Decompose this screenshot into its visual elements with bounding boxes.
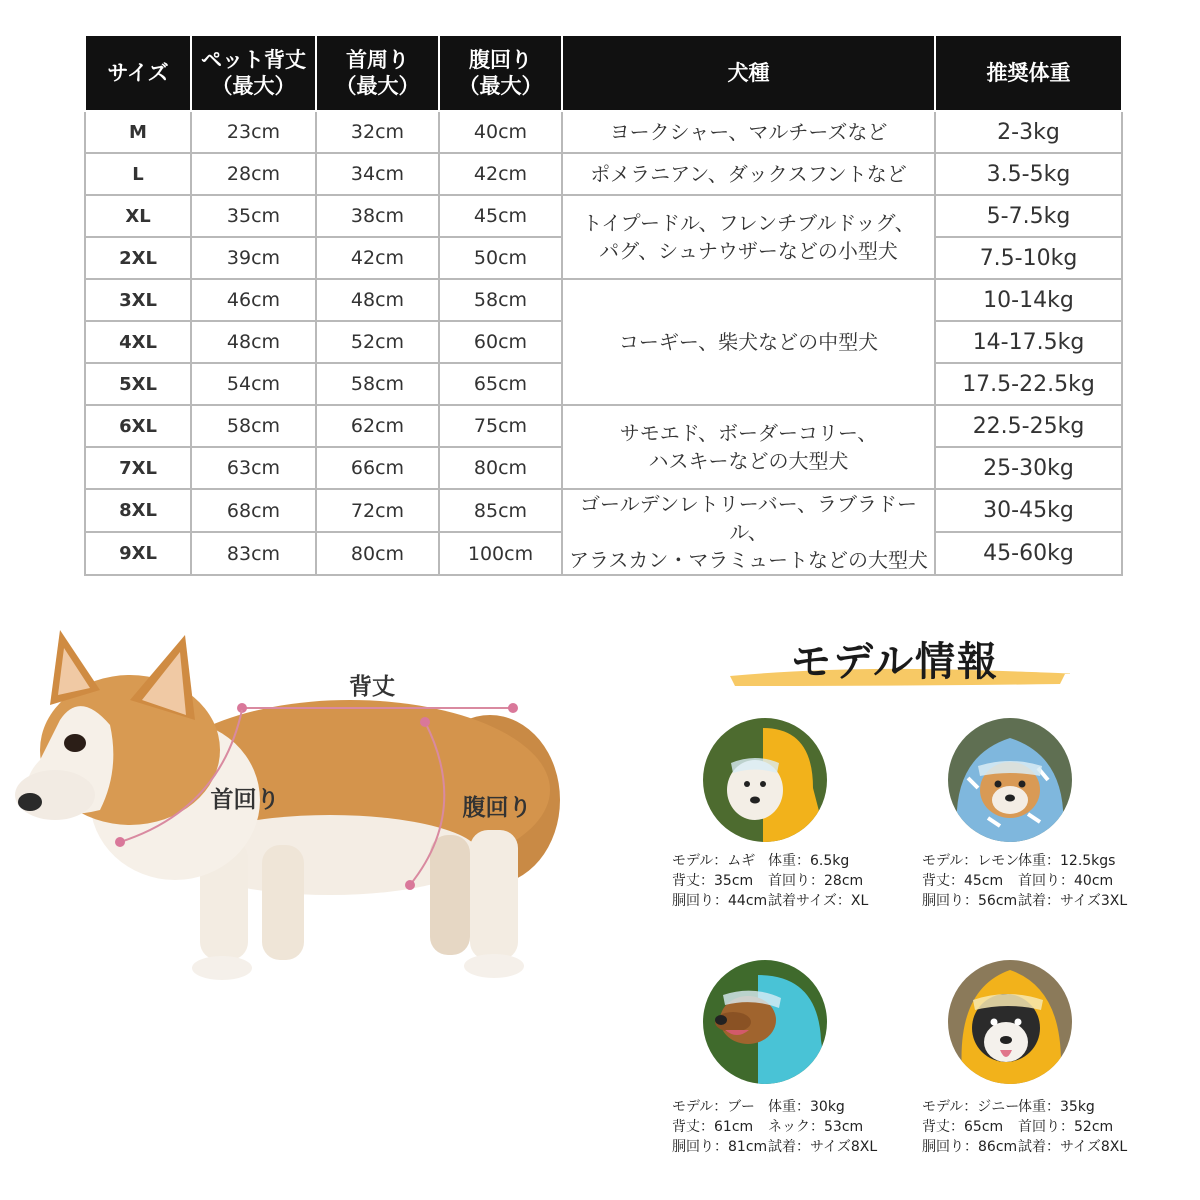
cell-belly: 50cm bbox=[439, 237, 562, 279]
cell-size: XL bbox=[85, 195, 191, 237]
model-back: 背丈：45cm bbox=[922, 873, 1004, 889]
model-neck: 首回り：40cm bbox=[1018, 873, 1114, 889]
cell-weight: 17.5-22.5kg bbox=[935, 363, 1122, 405]
cell-back: 83cm bbox=[191, 532, 316, 575]
model-card bbox=[922, 718, 1152, 918]
cell-back: 68cm bbox=[191, 489, 316, 532]
model-card bbox=[672, 960, 902, 1160]
cell-size: L bbox=[85, 153, 191, 195]
cell-neck: 34cm bbox=[316, 153, 439, 195]
cell-neck: 58cm bbox=[316, 363, 439, 405]
model-back: 背丈：65cm bbox=[922, 1119, 1004, 1135]
model-weight: 体重：12.5kgs bbox=[1018, 853, 1116, 869]
cell-neck: 72cm bbox=[316, 489, 439, 532]
model-belly: 胴回り：44cm bbox=[672, 893, 768, 909]
table-header-row bbox=[85, 35, 1122, 111]
model-photo bbox=[703, 718, 827, 842]
model-weight: 体重：30kg bbox=[768, 1099, 845, 1115]
cell-back: 54cm bbox=[191, 363, 316, 405]
model-neck: 首回り：28cm bbox=[768, 873, 864, 889]
cell-weight: 22.5-25kg bbox=[935, 405, 1122, 447]
cell-breed: ヨークシャー、マルチーズなど bbox=[562, 111, 935, 153]
header-back-length: ペット背丈 （最大） bbox=[191, 35, 316, 111]
cell-belly: 60cm bbox=[439, 321, 562, 363]
cell-weight: 45-60kg bbox=[935, 532, 1122, 575]
cell-neck: 62cm bbox=[316, 405, 439, 447]
label-neck: 首回り bbox=[210, 787, 280, 813]
cell-size: 5XL bbox=[85, 363, 191, 405]
model-belly: 胴回り：86cm bbox=[922, 1139, 1018, 1155]
model-details bbox=[672, 851, 868, 911]
size-table bbox=[84, 34, 1123, 576]
table-row bbox=[85, 153, 1122, 195]
model-weight: 体重：6.5kg bbox=[768, 853, 850, 869]
model-details bbox=[922, 851, 1127, 911]
cell-neck: 48cm bbox=[316, 279, 439, 321]
cell-breed: サモエド、ボーダーコリー、 ハスキーなどの大型犬 bbox=[562, 405, 935, 489]
cell-back: 58cm bbox=[191, 405, 316, 447]
cell-belly: 40cm bbox=[439, 111, 562, 153]
model-belly: 胴回り：81cm bbox=[672, 1139, 768, 1155]
cell-neck: 66cm bbox=[316, 447, 439, 489]
cell-size: 7XL bbox=[85, 447, 191, 489]
cell-weight: 14-17.5kg bbox=[935, 321, 1122, 363]
cell-belly: 80cm bbox=[439, 447, 562, 489]
cell-belly: 58cm bbox=[439, 279, 562, 321]
cell-belly: 85cm bbox=[439, 489, 562, 532]
cell-weight: 5-7.5kg bbox=[935, 195, 1122, 237]
model-size: 試着サイズ：XL bbox=[768, 893, 869, 909]
label-belly: 腹回り bbox=[462, 795, 532, 821]
model-neck: 首回り：52cm bbox=[1018, 1119, 1114, 1135]
model-name: モデル：ブー bbox=[672, 1099, 755, 1115]
header-weight: 推奨体重 bbox=[935, 35, 1122, 111]
model-info-heading bbox=[720, 628, 1070, 698]
cell-back: 63cm bbox=[191, 447, 316, 489]
model-belly: 胴回り：56cm bbox=[922, 893, 1018, 909]
cell-belly: 42cm bbox=[439, 153, 562, 195]
cell-breed: コーギー、柴犬などの中型犬 bbox=[562, 279, 935, 405]
cell-back: 28cm bbox=[191, 153, 316, 195]
cell-back: 39cm bbox=[191, 237, 316, 279]
model-size: 試着：サイズ3XL bbox=[1018, 893, 1128, 909]
model-weight: 体重：35kg bbox=[1018, 1099, 1095, 1115]
cell-breed: ゴールデンレトリーバー、ラブラドール、 アラスカン・マラミュートなどの大型犬 bbox=[562, 489, 935, 575]
cell-back: 23cm bbox=[191, 111, 316, 153]
cell-neck: 80cm bbox=[316, 532, 439, 575]
cell-size: 3XL bbox=[85, 279, 191, 321]
model-name: モデル：ムギ bbox=[672, 853, 756, 869]
table-row bbox=[85, 111, 1122, 153]
table-row bbox=[85, 195, 1122, 237]
cell-neck: 42cm bbox=[316, 237, 439, 279]
cell-breed: トイプードル、フレンチブルドッグ、 パグ、シュナウザーなどの小型犬 bbox=[562, 195, 935, 279]
model-size: 試着：サイズ8XL bbox=[1018, 1139, 1128, 1155]
cell-back: 35cm bbox=[191, 195, 316, 237]
cell-neck: 52cm bbox=[316, 321, 439, 363]
cell-belly: 100cm bbox=[439, 532, 562, 575]
header-neck: 首周り （最大） bbox=[316, 35, 439, 111]
model-photo bbox=[948, 718, 1072, 842]
cell-size: M bbox=[85, 111, 191, 153]
model-photo bbox=[948, 960, 1072, 1084]
cell-size: 9XL bbox=[85, 532, 191, 575]
cell-weight: 10-14kg bbox=[935, 279, 1122, 321]
cell-size: 2XL bbox=[85, 237, 191, 279]
model-name: モデル：ジニー bbox=[922, 1099, 1020, 1115]
table-row bbox=[85, 279, 1122, 321]
model-name: モデル：レモン bbox=[922, 853, 1020, 869]
cell-back: 46cm bbox=[191, 279, 316, 321]
header-breed: 犬種 bbox=[562, 35, 935, 111]
cell-size: 6XL bbox=[85, 405, 191, 447]
cell-weight: 25-30kg bbox=[935, 447, 1122, 489]
model-photo bbox=[703, 960, 827, 1084]
model-back: 背丈：61cm bbox=[672, 1119, 754, 1135]
model-details bbox=[922, 1097, 1127, 1157]
table-row bbox=[85, 489, 1122, 532]
model-neck: ネック：53cm bbox=[768, 1119, 864, 1135]
model-info-title: モデル情報 bbox=[791, 639, 999, 685]
cell-belly: 75cm bbox=[439, 405, 562, 447]
cell-back: 48cm bbox=[191, 321, 316, 363]
cell-belly: 45cm bbox=[439, 195, 562, 237]
cell-neck: 38cm bbox=[316, 195, 439, 237]
model-back: 背丈：35cm bbox=[672, 873, 754, 889]
cell-weight: 7.5-10kg bbox=[935, 237, 1122, 279]
cell-size: 4XL bbox=[85, 321, 191, 363]
header-size: サイズ bbox=[85, 35, 191, 111]
cell-weight: 2-3kg bbox=[935, 111, 1122, 153]
cell-neck: 32cm bbox=[316, 111, 439, 153]
table-row bbox=[85, 405, 1122, 447]
header-belly: 腹回り （最大） bbox=[439, 35, 562, 111]
model-details bbox=[672, 1097, 877, 1157]
cell-weight: 3.5-5kg bbox=[935, 153, 1122, 195]
cell-belly: 65cm bbox=[439, 363, 562, 405]
model-card bbox=[922, 960, 1152, 1160]
cell-size: 8XL bbox=[85, 489, 191, 532]
cell-weight: 30-45kg bbox=[935, 489, 1122, 532]
label-back-length: 背丈 bbox=[349, 674, 395, 700]
model-size: 試着：サイズ8XL bbox=[768, 1139, 878, 1155]
dog-measurement-diagram bbox=[0, 610, 620, 1010]
model-card bbox=[672, 718, 902, 918]
cell-breed: ポメラニアン、ダックスフントなど bbox=[562, 153, 935, 195]
